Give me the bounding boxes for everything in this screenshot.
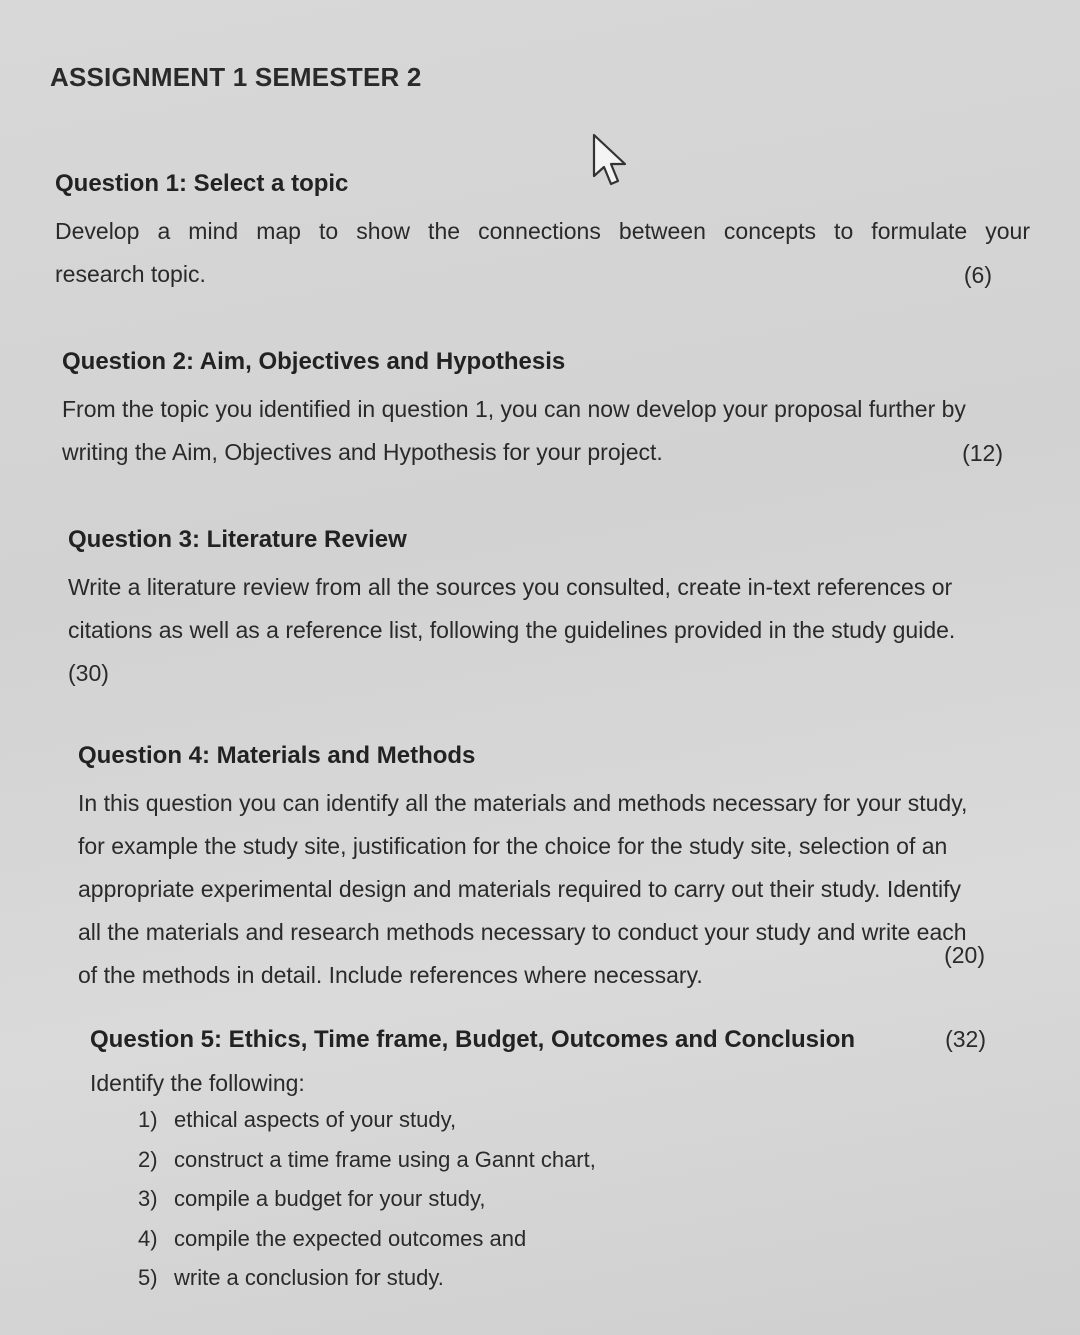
body-line: writing the Aim, Objectives and Hypothesis for your project. — [62, 439, 663, 465]
question-body — [62, 388, 1025, 474]
body-line: In this question you can identify all the materials and methods necessary for your study, — [78, 790, 968, 816]
requirements-list — [90, 1100, 990, 1298]
question-1 — [55, 170, 1030, 296]
question-2 — [62, 348, 1025, 474]
question-body — [78, 782, 1015, 997]
list-text: compile a budget for your study, — [174, 1186, 486, 1211]
list-item — [138, 1179, 990, 1219]
body-line: appropriate experimental design and materials required to carry out their study. Identify — [78, 876, 961, 902]
question-body — [55, 210, 1030, 296]
question-marks: (30) — [68, 660, 109, 686]
list-number: 5) — [138, 1265, 158, 1290]
list-item — [138, 1100, 990, 1140]
question-title: Question 1: Select a topic — [55, 170, 349, 197]
body-line: research topic. — [55, 261, 206, 287]
body-line: Write a literature review from all the sources you consulted, create in-text references or — [68, 574, 953, 600]
question-marks: (32) — [945, 1026, 986, 1052]
question-3 — [68, 526, 1025, 695]
list-text: construct a time frame using a Gannt chart, — [174, 1146, 596, 1172]
question-5 — [90, 1026, 990, 1298]
question-intro: Identify the following: — [90, 1070, 305, 1096]
list-item — [138, 1219, 990, 1259]
list-text: write a conclusion for study. — [174, 1265, 444, 1290]
question-body — [68, 566, 1025, 695]
list-text: compile the expected outcomes and — [174, 1225, 527, 1251]
body-line: Develop a mind map to show the connections between concepts to formulate your — [55, 218, 1030, 244]
question-4 — [78, 742, 1015, 997]
question-title: Question 4: Materials and Methods — [78, 742, 476, 769]
list-item — [138, 1140, 990, 1180]
body-line: for example the study site, justification for the choice for the study site, selection of an — [78, 833, 948, 859]
question-title: Question 3: Literature Review — [68, 526, 407, 553]
list-number: 1) — [138, 1107, 158, 1132]
list-number: 4) — [138, 1225, 158, 1251]
question-marks: (20) — [944, 942, 985, 968]
question-marks: (6) — [963, 262, 992, 288]
body-line: citations as well as a reference list, following the guidelines provided in the study guide. — [68, 617, 956, 643]
document-title: ASSIGNMENT 1 SEMESTER 2 — [50, 62, 422, 92]
body-line: From the topic you identified in question 1, you can now develop your proposal further by — [62, 396, 966, 422]
body-line: all the materials and research methods necessary to conduct your study and write each — [78, 919, 967, 945]
body-line: of the methods in detail. Include references where necessary. — [78, 962, 703, 988]
list-number: 3) — [138, 1186, 158, 1211]
list-number: 2) — [138, 1146, 158, 1172]
list-text: ethical aspects of your study, — [174, 1107, 457, 1132]
question-marks: (12) — [962, 440, 1003, 466]
question-title: Question 2: Aim, Objectives and Hypothesis — [62, 348, 566, 375]
list-item — [138, 1258, 990, 1298]
question-title: Question 5: Ethics, Time frame, Budget, Outcomes and Conclusion — [90, 1026, 856, 1053]
